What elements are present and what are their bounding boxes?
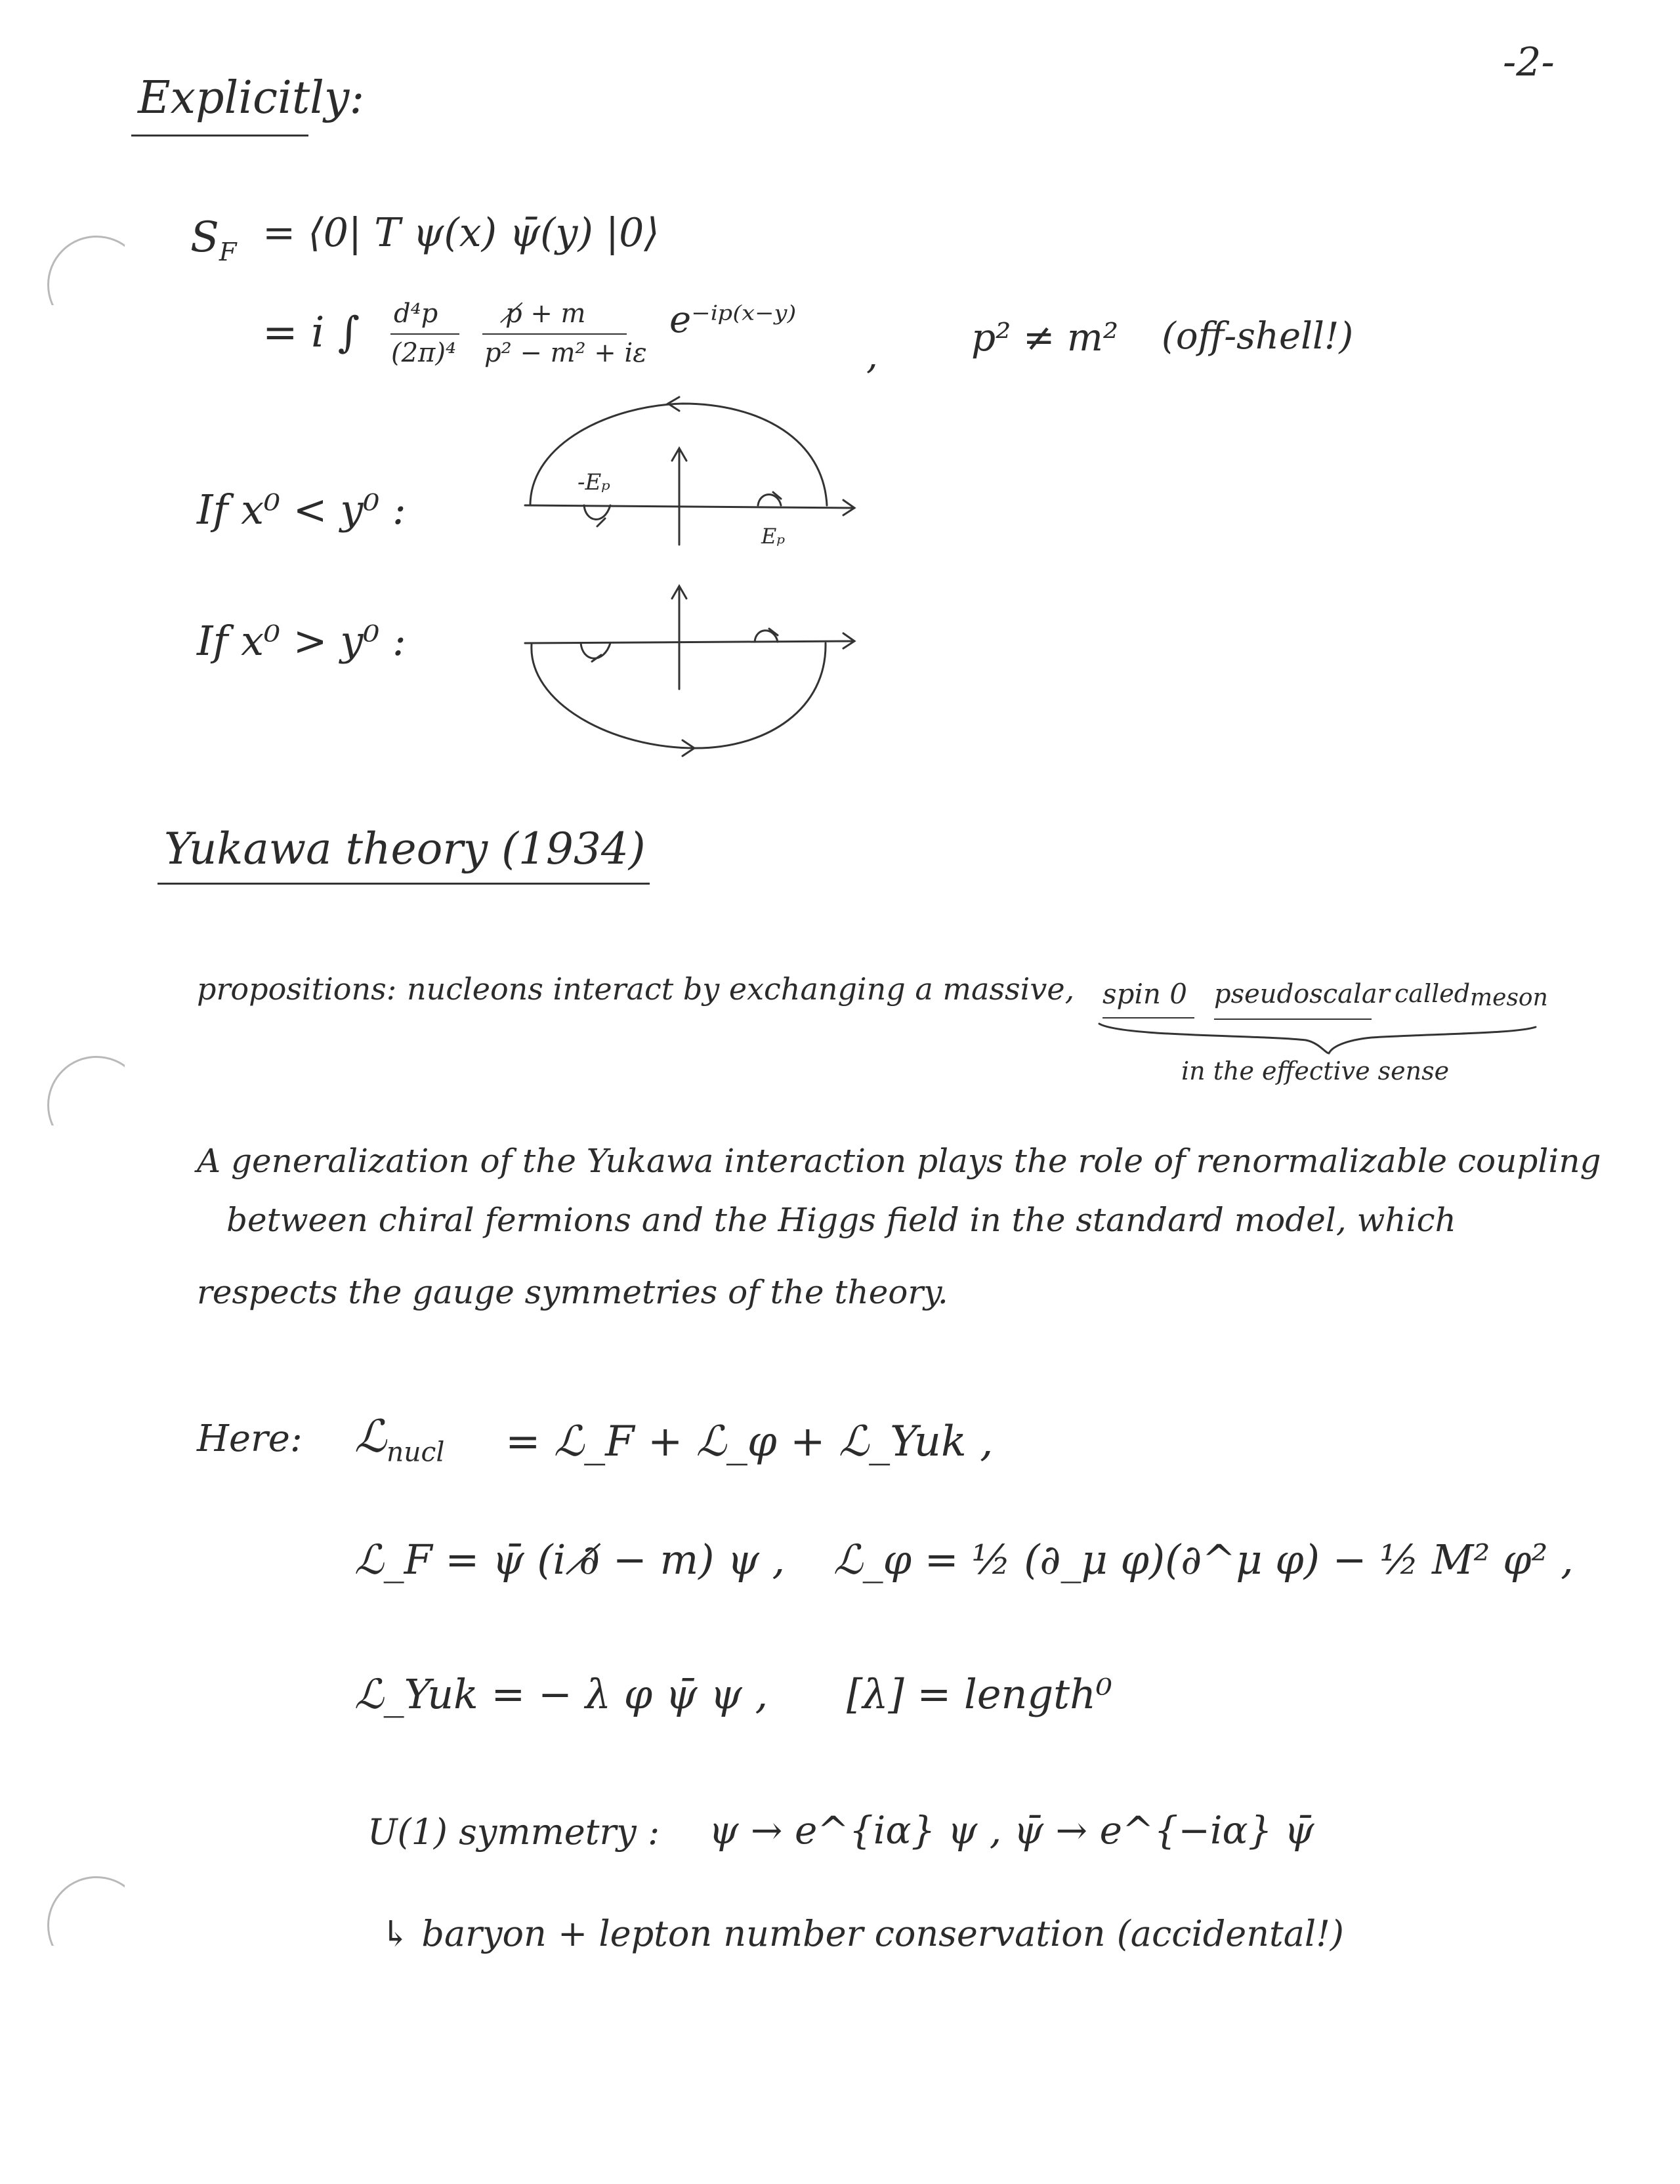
propagator-exponent: e⁻ⁱᵖ⁽ˣ⁻ʸ⁾	[669, 299, 797, 341]
page-number: -2-	[1503, 39, 1555, 85]
propagator-line2-prefix: = i ∫	[262, 308, 360, 357]
yukawa-underline	[158, 883, 650, 885]
l-nucl: ℒ$_{nucl}$	[354, 1411, 445, 1468]
frac1-numerator: d⁴p	[394, 299, 438, 329]
punch-hole-top	[39, 220, 125, 305]
upper-real-axis	[525, 505, 853, 508]
yukawa-heading: Yukawa theory (1934)	[164, 824, 646, 874]
punch-hole-middle	[39, 1040, 125, 1125]
l-yukawa: ℒ_Yuk = − λ φ ψ̄ ψ ,	[354, 1670, 768, 1718]
l-phi: ℒ_φ = ½ (∂_μ φ)(∂^μ φ) − ½ M² φ² ,	[833, 1536, 1574, 1584]
frac2-numerator: p̸ + m	[505, 299, 586, 329]
symmetry-consequence: ↳ baryon + lepton number conservation (accidental!)	[381, 1913, 1344, 1954]
propositions-spin: spin 0	[1102, 978, 1187, 1010]
propagator-line1: = ⟨0| T ψ(x) ψ̄(y) |0⟩	[262, 210, 660, 256]
frac1-denominator: (2π)⁴	[391, 338, 456, 368]
explicitly-heading: Explicitly:	[138, 72, 365, 124]
l-nucl-rhs: = ℒ_F + ℒ_φ + ℒ_Yuk ,	[505, 1418, 994, 1466]
effective-sense-brace	[1096, 1020, 1542, 1060]
frac1-line	[390, 333, 459, 335]
paragraph-line1: A generalization of the Yukawa interaction plays the role of renormalizable coupling	[197, 1142, 1601, 1180]
lower-detour-neg	[581, 643, 610, 658]
symmetry-label: U(1) symmetry :	[368, 1811, 660, 1853]
spin-underline	[1102, 1017, 1194, 1018]
effective-sense-note: in the effective sense	[1181, 1057, 1450, 1085]
propositions-text: nucleons interact by exchanging a massive,	[407, 971, 1075, 1007]
lambda-dimension: [λ] = length⁰	[847, 1670, 1112, 1718]
propositions-called: called	[1395, 979, 1471, 1008]
frac2-line	[482, 333, 627, 335]
lower-real-axis	[525, 641, 853, 643]
here-label: Here:	[197, 1418, 303, 1460]
frac2-denominator: p² − m² + iε	[484, 338, 647, 368]
pseudoscalar-underline	[1214, 1018, 1372, 1020]
propositions-label: propositions:	[197, 971, 397, 1007]
propositions-pseudoscalar: pseudoscalar	[1214, 979, 1390, 1009]
punch-hole-bottom	[39, 1860, 125, 1946]
l-fermion: ℒ_F = ψ̄ (i ∂̸ − m) ψ ,	[354, 1536, 786, 1584]
offshell-note: (off-shell!)	[1162, 315, 1354, 358]
contour-case2-label: If x⁰ > y⁰ :	[197, 617, 406, 665]
propagator-comma: ,	[866, 335, 878, 377]
paragraph-line2: between chiral fermions and the Higgs field in the standard model, which	[226, 1201, 1456, 1239]
contour-case1-label: If x⁰ < y⁰ :	[197, 486, 406, 534]
pole-neg-label: -Eₚ	[578, 469, 610, 495]
upper-detour-neg	[584, 505, 610, 519]
explicitly-underline	[131, 135, 308, 136]
offshell-condition: p² ≠ m²	[971, 315, 1119, 360]
paragraph-line3: respects the gauge symmetries of the theory.	[197, 1273, 948, 1311]
pole-pos-label: Eₚ	[761, 524, 786, 549]
symmetry-transform: ψ → e^{iα} ψ , ψ̄ → e^{−iα} ψ̄	[709, 1808, 1314, 1853]
contour-diagrams	[512, 381, 879, 774]
propositions-meson: meson	[1470, 984, 1548, 1011]
propagator-lhs: $S_F$	[190, 213, 237, 267]
